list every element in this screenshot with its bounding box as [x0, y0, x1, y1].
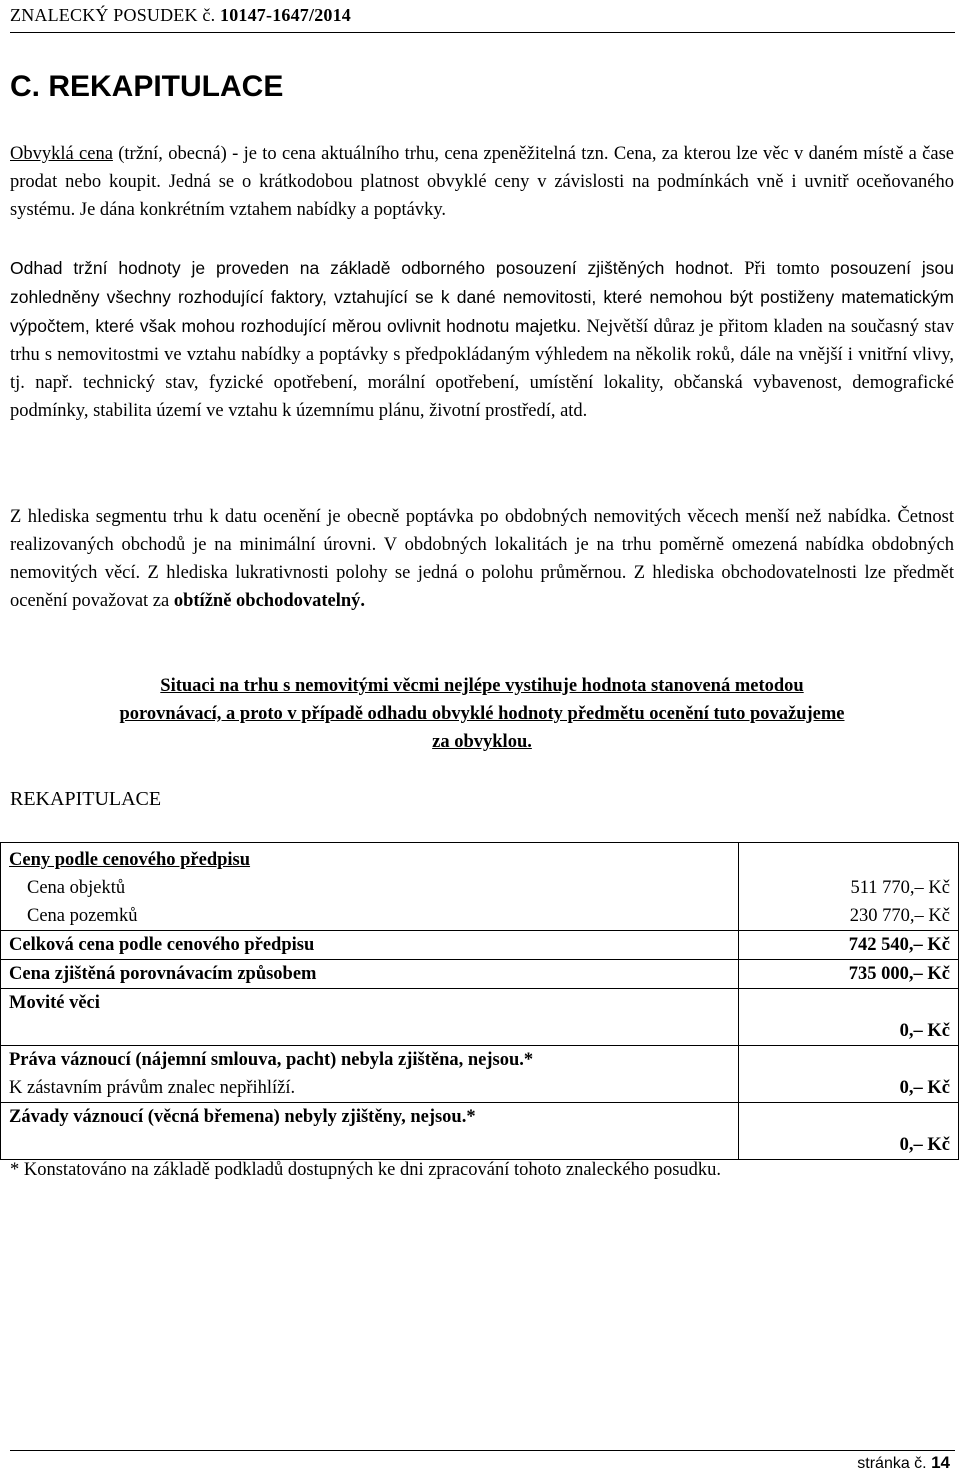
land-value: 230 770,– Kč [739, 902, 959, 931]
document-header [10, 2, 955, 33]
footnote: * Konstatováno na základě podkladů dostupných ke dni zpracování tohoto znaleckého posudku. [10, 1160, 722, 1180]
table-row [1, 902, 959, 931]
object-value: 511 770,– Kč [739, 874, 959, 902]
rights-label: Práva váznoucí (nájemní smlouva, pacht) nebyla zjištěna, nejsou.* [9, 1050, 534, 1070]
header-number: 10147-1647/2014 [220, 5, 351, 25]
paragraph3-text: Z hlediska segmentu trhu k datu ocenění je obecně poptávka po obdobných nemovitých věcech menší než nabídka. Četnost realizovaných obchodů je na minimální úrovni. V obdobných lokalitách je na trhu poměrně omezená nabídka obdobných nemovitých věcí. Z hlediska lukrativnosti polohy se jedná o polohu průměrnou. Z hlediska obchodovatelnosti lze předmět ocenění považovat za [10, 507, 954, 611]
recap-heading: REKAPITULACE [10, 788, 162, 810]
total-value: 742 540,– Kč [739, 931, 959, 960]
paragraph-segment-trhu [10, 503, 954, 615]
price-header: Ceny podle cenového předpisu [1, 843, 739, 875]
table-row [1, 843, 959, 875]
page-number [857, 1453, 950, 1473]
paragraph-obvykla-cena [10, 140, 954, 224]
paragraph2-serif-a: Při tomto [733, 259, 820, 279]
total-label: Celková cena podle cenového předpisu [1, 931, 739, 960]
section-title: C. REKAPITULACE [10, 70, 284, 103]
table-row [1, 989, 959, 1046]
table-row [1, 1103, 959, 1160]
object-label: Cena objektů [1, 874, 739, 902]
price-header-value [739, 843, 959, 875]
recap-table [0, 842, 959, 1160]
paragraph2-sans-a: Odhad tržní hodnoty je proveden na základě odborného posouzení zjištěných hodnot. [10, 258, 734, 278]
footer-divider [10, 1450, 955, 1451]
comparative-label: Cena zjištěná porovnávacím způsobem [1, 960, 739, 989]
page-label: stránka č. [857, 1455, 932, 1472]
comparative-value: 735 000,– Kč [739, 960, 959, 989]
lien-label: K zástavním právům znalec nepřihlíží. [9, 1078, 296, 1098]
conclusion [10, 672, 954, 756]
lien-value: 0,– Kč [739, 1046, 959, 1103]
rights-cell [1, 1046, 739, 1103]
defects-value: 0,– Kč [739, 1103, 959, 1160]
paragraph2-sans-b: posouzení jsou zohledněny všechny rozhodující faktory, vztahující se k dané nemovitosti, které nemohou být postiženy matematickým výpočtem, které však mohou rozhodující měrou ovlivnit hodnotu majetku. [10, 258, 954, 336]
conclusion-line1: Situaci na trhu s nemovitými věcmi nejlépe vystihuje hodnota stanovená metodou [160, 676, 804, 696]
land-label: Cena pozemků [1, 902, 739, 931]
movable-value: 0,– Kč [739, 989, 959, 1046]
conclusion-line2: porovnávací, a proto v případě odhadu obvyklé hodnoty předmětu ocenění tuto považujeme [119, 704, 845, 724]
table-row [1, 874, 959, 902]
paragraph1-text: (tržní, obecná) - je to cena aktuálního trhu, cena zpeněžitelná tzn. Cena, za kterou lze věc v daném místě a čase prodat nebo koupit. Jedná se o krátkodobou platnost obvyklé ceny v závislosti na podmínkách vně i uvnitř oceňovaného systému. Je dána konkrétním vztahem nabídky a poptávky. [10, 144, 954, 220]
defects-label: Závady váznoucí (věcná břemena) nebyly zjištěny, nejsou.* [1, 1103, 739, 1160]
movable-label: Movité věci [1, 989, 739, 1046]
paragraph2-serif-b: Největší důraz je přitom kladen na současný stav trhu s nemovitostmi ve vztahu nabídky a poptávky s předpokládaným výhledem na několik roků, dále na vnější i vnitřní vlivy, tj. např. technický stav, fyzické opotřebení, morální opotřebení, umístění lokality, občanská vybavenost, demografické podmínky, stabilita území ve vztahu k územnímu plánu, životní prostředí, atd. [10, 317, 955, 421]
conclusion-line3: za obvyklou. [432, 732, 532, 752]
table-row [1, 931, 959, 960]
header-title [10, 5, 351, 26]
header-prefix: ZNALECKÝ POSUDEK č. [10, 5, 220, 25]
page-number-value: 14 [931, 1453, 950, 1472]
paragraph3-bold: obtížně obchodovatelný. [173, 591, 366, 611]
paragraph-odhad [10, 254, 954, 425]
term-obvykla-cena: Obvyklá cena [10, 144, 113, 164]
table-row [1, 1046, 959, 1103]
table-row [1, 960, 959, 989]
